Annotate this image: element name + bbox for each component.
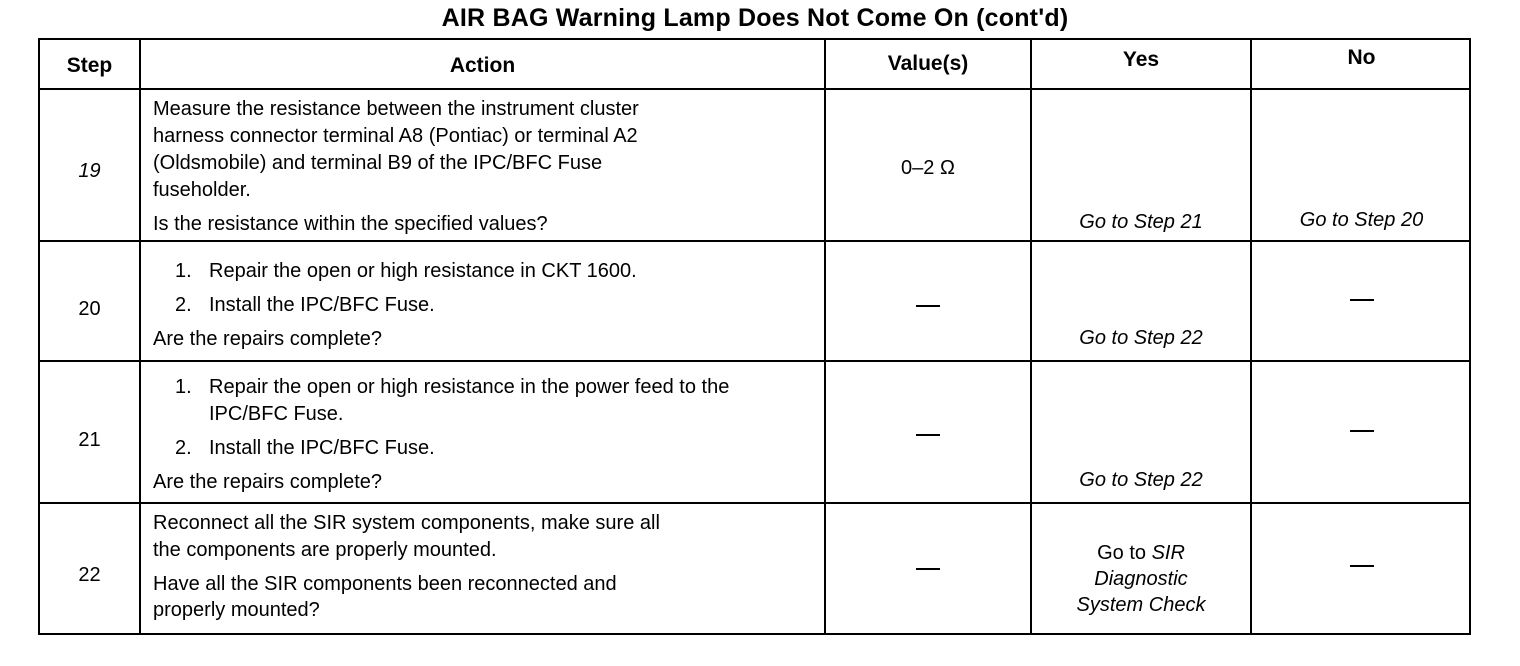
list-number: 2. [175,437,192,459]
header-no: No [1347,46,1376,69]
value-cell: 0–2 Ω [901,157,955,179]
value-cell [916,305,940,307]
yes-link-text: Diagnostic [1094,568,1188,590]
list-item [153,292,818,319]
step-number: 19 [78,160,101,182]
no-cell [1350,565,1374,567]
yes-link-text: System Check [1076,594,1206,616]
page-title: AIR BAG Warning Lamp Does Not Come On (cont'd) [441,4,1069,32]
step-number: 21 [78,429,101,451]
value-cell [916,568,940,570]
step-number: 22 [78,564,101,586]
header-step: Step [66,54,113,77]
list-number: 1. [175,376,192,398]
yes-cell: Go to Step 22 [1079,469,1203,491]
action-question: Are the repairs complete? [153,328,383,350]
yes-cell-line [1032,540,1250,566]
header-values: Value(s) [887,52,969,75]
no-cell: Go to Step 20 [1299,209,1424,231]
yes-link-text: SIR [1151,542,1185,564]
list-item [153,258,818,285]
action-line: fuseholder. [153,179,251,201]
list-text: Install the IPC/BFC Fuse. [209,437,435,459]
action-line: harness connector terminal A8 (Pontiac) or terminal A2 [153,125,638,147]
header-yes: Yes [1122,48,1160,71]
list-number: 2. [175,294,192,316]
action-question: properly mounted? [153,599,320,621]
action-line: the components are properly mounted. [153,539,497,561]
list-number: 1. [175,260,192,282]
step-number: 20 [78,298,101,320]
diagnostic-table [38,38,1471,635]
action-question: Have all the SIR components been reconnected and [153,573,617,595]
value-cell [916,434,940,436]
row-divider [40,88,1469,90]
column-divider [1250,40,1252,633]
action-text [153,374,833,496]
row-divider [40,502,1469,504]
action-list [153,374,833,462]
action-line: Reconnect all the SIR system components, make sure all [153,512,660,534]
no-cell [1350,299,1374,301]
action-text [153,510,818,623]
action-question: Is the resistance within the specified values? [153,213,548,235]
row-divider [40,240,1469,242]
list-item [153,374,833,428]
list-text: Install the IPC/BFC Fuse. [209,294,435,316]
action-line: (Oldsmobile) and terminal B9 of the IPC/BFC Fuse [153,152,603,174]
action-list [153,258,818,319]
yes-prefix: Go to [1097,542,1146,564]
list-text: Repair the open or high resistance in the power feed to the IPC/BFC Fuse. [209,376,730,425]
no-cell [1350,430,1374,432]
action-question: Are the repairs complete? [153,471,383,493]
action-text [153,258,818,353]
column-divider [824,40,826,633]
list-text: Repair the open or high resistance in CKT 1600. [209,260,637,282]
yes-cell: Go to Step 21 [1079,211,1203,233]
action-line: Measure the resistance between the instrument cluster [153,98,639,120]
yes-cell: Go to Step 22 [1079,327,1203,349]
yes-cell [1032,540,1250,618]
row-divider [40,360,1469,362]
list-item [153,435,833,462]
action-text [153,96,818,238]
header-action: Action [449,54,516,77]
column-divider [139,40,141,633]
